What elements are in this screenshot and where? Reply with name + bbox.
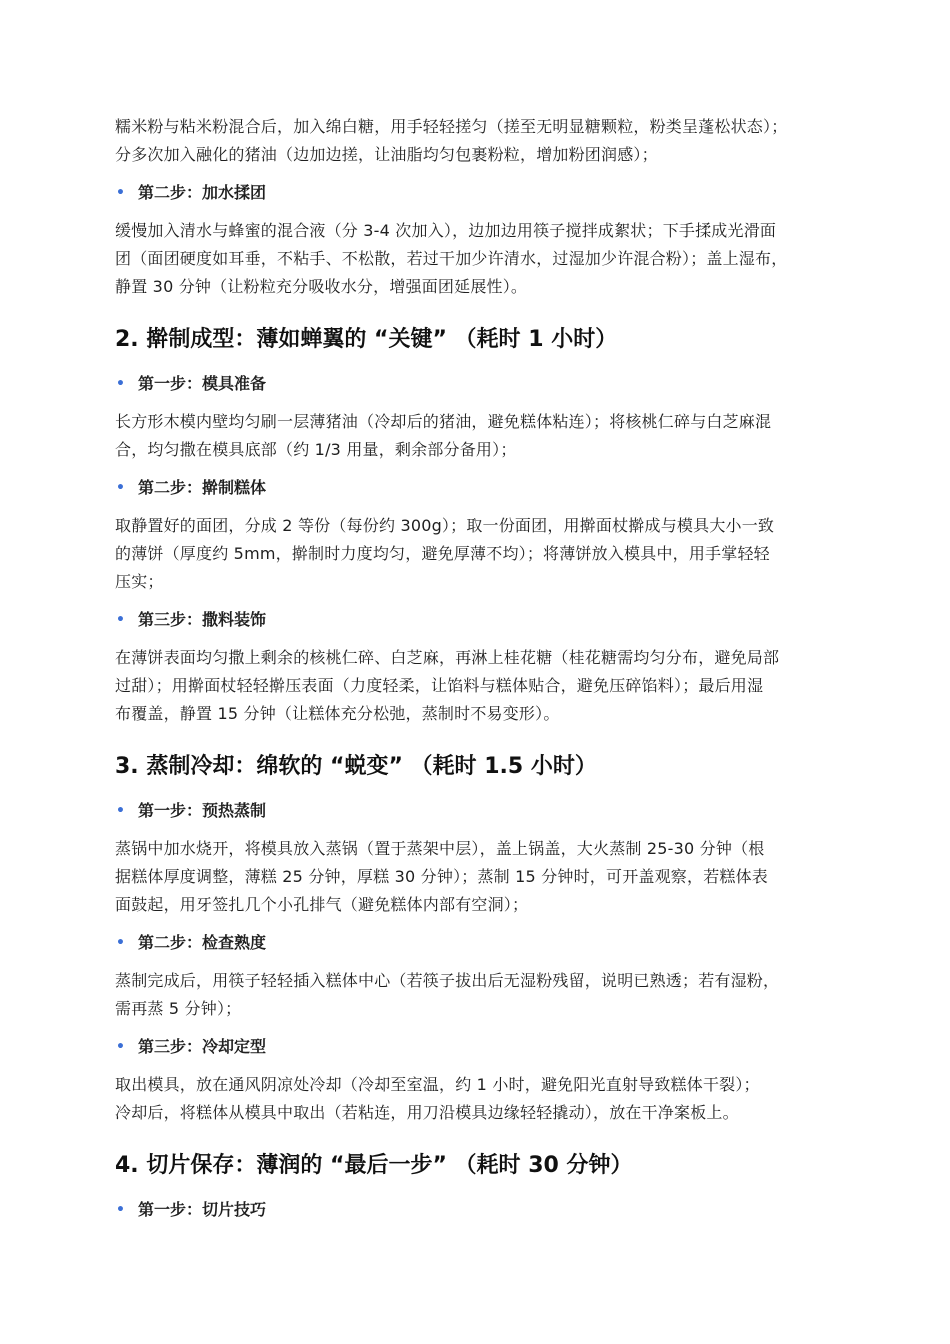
step-paragraph [115, 217, 850, 301]
paragraph-line: 取静置好的面团，分成 2 等份（每份约 300g）；取一份面团，用擀面杖擀成与模具大小一致 [115, 516, 775, 535]
section-heading: 2. 擀制成型：薄如蝉翼的 “关键” （耗时 1 小时） [115, 327, 618, 352]
step-title [115, 1035, 850, 1059]
step-title-text: 第二步：检查熟度 [138, 933, 267, 952]
step-paragraph [115, 408, 850, 464]
step-title [115, 181, 850, 205]
paragraph-line: 合，均匀撒在模具底部（约 1/3 用量，剩余部分备用）； [115, 440, 517, 459]
bullet-icon: • [116, 1202, 125, 1218]
bullet-icon: • [116, 185, 125, 201]
step-title-text: 第一步：模具准备 [138, 374, 267, 393]
step-title [115, 931, 850, 955]
paragraph-line: 静置 30 分钟（让粉粒充分吸收水分，增强面团延展性）。 [115, 277, 528, 296]
paragraph-line: 在薄饼表面均匀撒上剩余的核桃仁碎、白芝麻，再淋上桂花糖（桂花糖需均匀分布，避免局部 [115, 648, 780, 667]
document-page [115, 113, 850, 1234]
paragraph-line: 过甜）；用擀面杖轻轻擀压表面（力度轻柔，让馅料与糕体贴合，避免压碎馅料）；最后用湿 [115, 676, 764, 695]
section-heading: 4. 切片保存：薄润的 “最后一步” （耗时 30 分钟） [115, 1153, 633, 1178]
step-paragraph [115, 1071, 850, 1127]
bullet-icon: • [116, 803, 125, 819]
paragraph-line: 面鼓起，用牙签扎几个小孔排气（避免糕体内部有空洞）； [115, 895, 529, 914]
step-title [115, 372, 850, 396]
intro-paragraph [115, 113, 850, 169]
paragraph-line: 布覆盖，静置 15 分钟（让糕体充分松弛，蒸制时不易变形）。 [115, 704, 560, 723]
paragraph-line: 缓慢加入清水与蜂蜜的混合液（分 3-4 次加入），边加边用筷子搅拌成絮状；下手揉成光滑面 [115, 221, 777, 240]
bullet-icon: • [116, 935, 125, 951]
paragraph-line: 蒸锅中加水烧开，将模具放入蒸锅（置于蒸架中层），盖上锅盖，大火蒸制 25-30 分钟（根 [115, 839, 765, 858]
paragraph-line: 蒸制完成后，用筷子轻轻插入糕体中心（若筷子拔出后无湿粉残留，说明已熟透；若有湿粉， [115, 971, 780, 990]
paragraph-line: 团（面团硬度如耳垂，不粘手、不松散，若过干加少许清水，过湿加少许混合粉）；盖上湿布， [115, 249, 788, 268]
paragraph-line: 长方形木模内壁均匀刷一层薄猪油（冷却后的猪油，避免糕体粘连）；将核桃仁碎与白芝麻混 [115, 412, 772, 431]
paragraph-line: 需再蒸 5 分钟）； [115, 999, 242, 1018]
paragraph-line: 取出模具，放在通风阴凉处冷却（冷却至室温，约 1 小时，避免阳光直射导致糕体干裂）； [115, 1075, 760, 1094]
bullet-icon: • [116, 480, 125, 496]
step-title [115, 608, 850, 632]
step-title-text: 第三步：撒料装饰 [138, 610, 267, 629]
step-paragraph [115, 512, 850, 596]
step-title-text: 第一步：预热蒸制 [138, 801, 267, 820]
bullet-icon: • [116, 612, 125, 628]
step-title [115, 476, 850, 500]
step-paragraph [115, 835, 850, 919]
step-title-text: 第二步：加水揉团 [138, 183, 267, 202]
step-title-text: 第三步：冷却定型 [138, 1037, 267, 1056]
step-title [115, 1198, 850, 1222]
paragraph-line: 冷却后，将糕体从模具中取出（若粘连，用刀沿模具边缘轻轻撬动），放在干净案板上。 [115, 1103, 739, 1122]
bullet-icon: • [116, 376, 125, 392]
paragraph-line: 据糕体厚度调整，薄糕 25 分钟，厚糕 30 分钟）；蒸制 15 分钟时，可开盖观察，若糕体表 [115, 867, 768, 886]
step-title-text: 第一步：切片技巧 [138, 1200, 267, 1219]
step-title-text: 第二步：擀制糕体 [138, 478, 267, 497]
paragraph-line: 压实； [115, 572, 164, 591]
step-paragraph [115, 967, 850, 1023]
bullet-icon: • [116, 1039, 125, 1055]
paragraph-line: 的薄饼（厚度约 5mm，擀制时力度均匀，避免厚薄不均）；将薄饼放入模具中，用手掌轻轻 [115, 544, 770, 563]
intro-line: 糯米粉与粘米粉混合后，加入绵白糖，用手轻轻搓匀（搓至无明显糖颗粒，粉类呈蓬松状态）； [115, 117, 788, 136]
step-paragraph [115, 644, 850, 728]
intro-line: 分多次加入融化的猪油（边加边搓，让油脂均匀包裹粉粒，增加粉团润感）； [115, 145, 658, 164]
section-heading: 3. 蒸制冷却：绵软的 “蜕变” （耗时 1.5 小时） [115, 754, 597, 779]
step-title [115, 799, 850, 823]
